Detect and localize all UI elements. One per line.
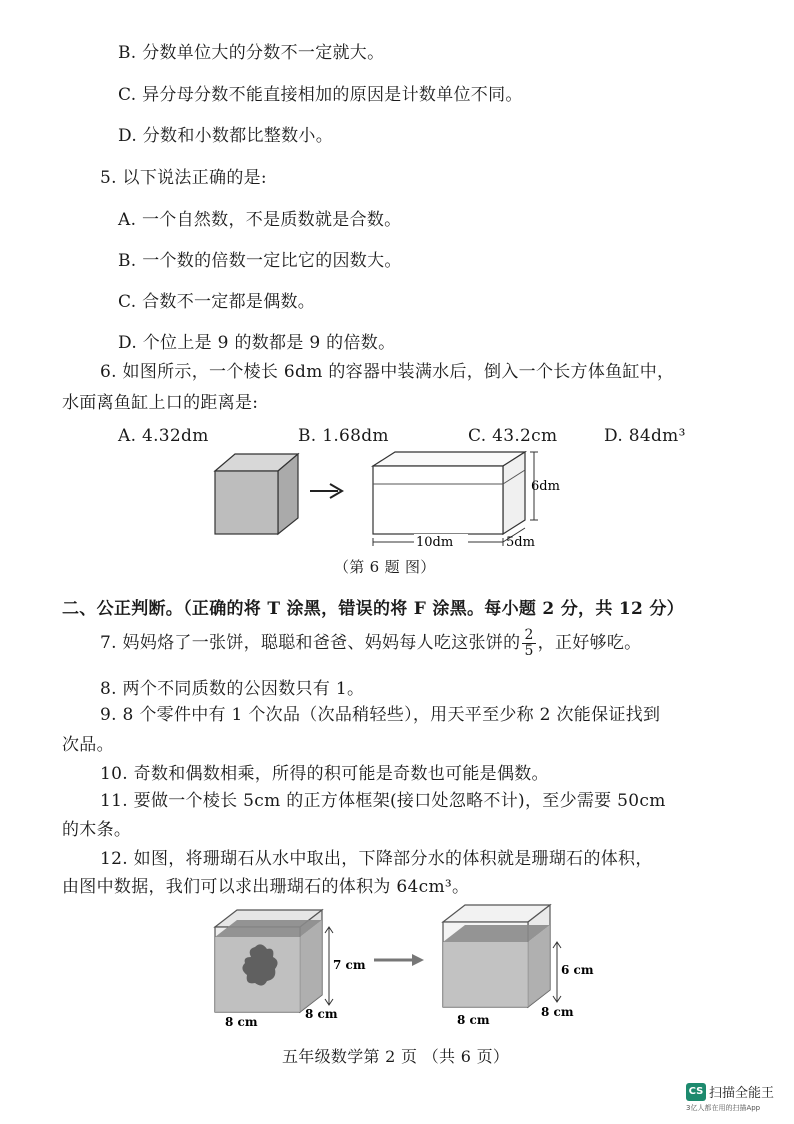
- q5-option-b: B. 一个数的倍数一定比它的因数大。: [118, 251, 402, 271]
- q12-line2: 由图中数据，我们可以求出珊瑚石的体积为 64cm³。: [62, 877, 470, 897]
- q12-arrow-icon: [370, 950, 430, 970]
- q12-left-length: 8 cm: [225, 1015, 258, 1029]
- q4-option-c: C. 异分母分数不能直接相加的原因是计数单位不同。: [118, 85, 523, 105]
- q11-line2: 的木条。: [62, 820, 132, 840]
- q8: 8. 两个不同质数的公因数只有 1。: [100, 679, 365, 699]
- q5-option-c: C. 合数不一定都是偶数。: [118, 292, 316, 312]
- section2-heading: 二、公正判断。（正确的将 T 涂黑，错误的将 F 涂黑。每小题 2 分，共 12 分）: [62, 599, 684, 619]
- q5-stem: 5. 以下说法正确的是:: [100, 168, 267, 188]
- scanner-tagline: 3亿人都在用的扫描App: [686, 1104, 761, 1112]
- q12-left-height: 7 cm: [333, 958, 366, 972]
- scanner-watermark: [686, 1081, 774, 1101]
- q6-option-a: A. 4.32dm: [118, 426, 209, 446]
- q7: [100, 628, 641, 659]
- q12-right-height: 6 cm: [561, 963, 594, 977]
- q6-stem-line2: 水面离鱼缸上口的距离是:: [62, 393, 259, 413]
- q4-option-b: B. 分数单位大的分数不一定就大。: [118, 43, 385, 63]
- q6-tank: [373, 452, 538, 546]
- page-footer: 五年级数学第 2 页 （共 6 页）: [282, 1047, 510, 1066]
- q12-figure-without-coral: [433, 900, 613, 1030]
- q6-stem-line1: 6. 如图所示，一个棱长 6dm 的容器中装满水后，倒入一个长方体鱼缸中，: [100, 362, 675, 382]
- q7-fraction: [522, 628, 535, 659]
- q12-line1: 12. 如图，将珊瑚石从水中取出，下降部分水的体积就是珊瑚石的体积，: [100, 849, 653, 869]
- q12-figure-with-coral: [205, 905, 385, 1033]
- q7-text-post: ，正好够吃。: [537, 633, 642, 653]
- scanner-app-name: 扫描全能王: [709, 1086, 775, 1101]
- q6-length-label: 10dm: [416, 535, 454, 550]
- q5-option-d: D. 个位上是 9 的数都是 9 的倍数。: [118, 333, 396, 353]
- q12-left-width: 8 cm: [305, 1007, 338, 1021]
- q10: 10. 奇数和偶数相乘，所得的积可能是奇数也可能是偶数。: [100, 764, 549, 784]
- q6-option-b: B. 1.68dm: [298, 426, 389, 446]
- q5-option-a: A. 一个自然数，不是质数就是合数。: [118, 210, 402, 230]
- q4-option-d: D. 分数和小数都比整数小。: [118, 126, 334, 146]
- q6-arrow-icon: [310, 484, 342, 498]
- scanner-logo-icon: CS: [686, 1083, 706, 1101]
- q7-text-pre: 7. 妈妈烙了一张饼，聪聪和爸爸、妈妈每人吃这张饼的: [100, 633, 521, 653]
- q12-right-length: 8 cm: [457, 1013, 490, 1027]
- q6-option-c: C. 43.2cm: [468, 426, 558, 446]
- q6-width-label: 5dm: [506, 535, 535, 550]
- q7-fraction-denominator: 5: [524, 643, 534, 659]
- q6-caption: （第 6 题 图）: [334, 558, 436, 576]
- q6-option-d: D. 84dm³: [604, 426, 686, 446]
- q6-height-label: 6dm: [531, 479, 560, 494]
- q11-line1: 11. 要做一个棱长 5cm 的正方体框架(接口处忽略不计)，至少需要 50cm: [100, 791, 666, 811]
- q6-figure: [200, 446, 580, 556]
- q9-line1: 9. 8 个零件中有 1 个次品（次品稍轻些），用天平至少称 2 次能保证找到: [100, 705, 661, 725]
- q6-cube: [215, 454, 298, 534]
- q7-fraction-numerator: 2: [524, 627, 534, 643]
- q9-line2: 次品。: [62, 735, 114, 755]
- q12-right-width: 8 cm: [541, 1005, 574, 1019]
